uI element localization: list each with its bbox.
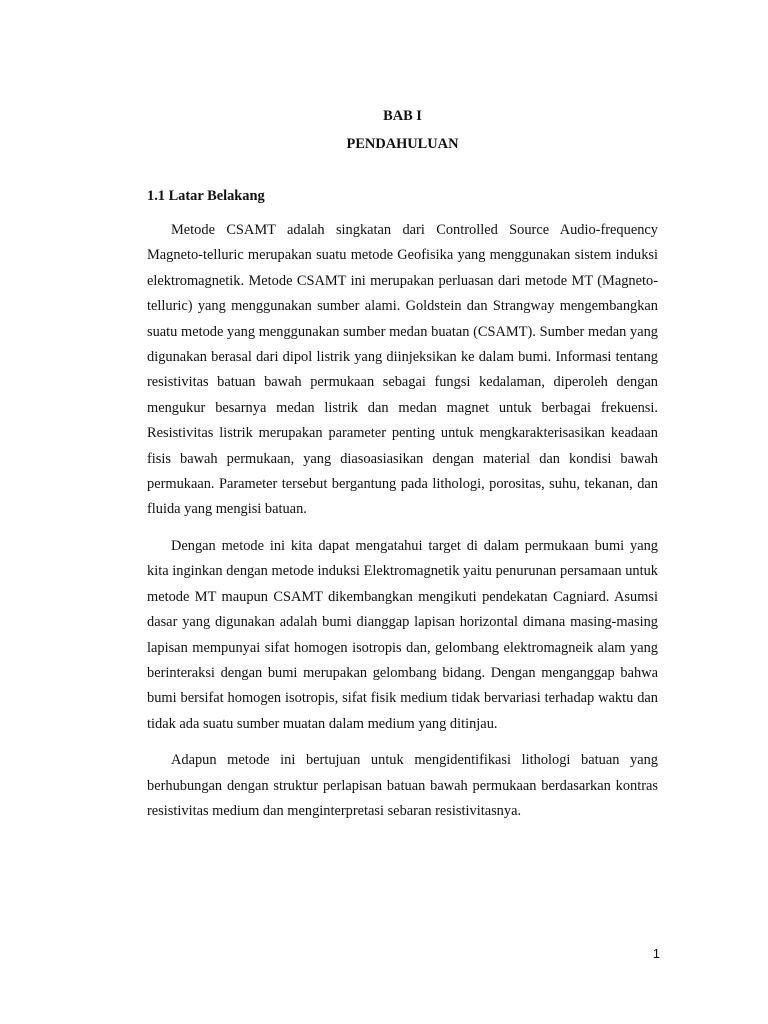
paragraph: Adapun metode ini bertujuan untuk mengidentifikasi lithologi batuan yang berhubungan dengan struktur perlapisan batuan bawah permukaan berdasarkan kontras resistivitas medium dan menginterpretasi sebaran resistivitasnya. xyxy=(147,752,658,819)
body-text xyxy=(147,218,658,835)
page-number: 1 xyxy=(652,946,660,961)
section-heading: 1.1 Latar Belakang xyxy=(147,188,265,204)
chapter-title: PENDAHULUAN xyxy=(346,136,459,152)
chapter-heading xyxy=(37,102,768,158)
paragraph: Dengan metode ini kita dapat mengatahui target di dalam permukaan bumi yang kita inginkan dengan metode induksi Elektromagnetik yaitu penurunan persamaan untuk metode MT maupun CSAMT dikembangkan mengikuti pendekatan Cagniard. Asumsi dasar yang digunakan adalah bumi dianggap lapisan horizontal dimana masing-masing lapisan mempunyai sifat homogen isotropis dan, gelombang elektromagneik alam yang berinteraksi dengan bumi merupakan gelombang bidang. Dengan menganggap bahwa bumi bersifat homogen isotropis, sifat fisik medium tidak bervariasi terhadap waktu dan tidak ada suatu sumber muatan dalam medium yang ditinjau. xyxy=(147,537,658,732)
paragraph: Metode CSAMT adalah singkatan dari Controlled Source Audio-frequency Magneto-telluric merupakan suatu metode Geofisika yang menggunakan sistem induksi elektromagnetik. Metode CSAMT ini merupakan perluasan dari metode MT (Magneto-telluric) yang menggunakan sumber alami. Goldstein dan Strangway mengembangkan suatu metode yang menggunakan sumber medan buatan (CSAMT). Sumber medan yang digunakan berasal dari dipol listrik yang diinjeksikan ke dalam bumi. Informasi tentang resistivitas batuan bawah permukaan sebagai fungsi kedalaman, diperoleh dengan mengukur besarnya medan listrik dan medan magnet untuk berbagai frekuensi. Resistivitas listrik merupakan parameter penting untuk mengkarakterisasikan keadaan fisis bawah permukaan, yang diasoasiasikan dengan material dan kondisi bawah permukaan. Parameter tersebut bergantung pada lithologi, porositas, suhu, tekanan, dan fluida yang mengisi batuan. xyxy=(147,222,658,518)
chapter-number: BAB I xyxy=(383,108,422,124)
